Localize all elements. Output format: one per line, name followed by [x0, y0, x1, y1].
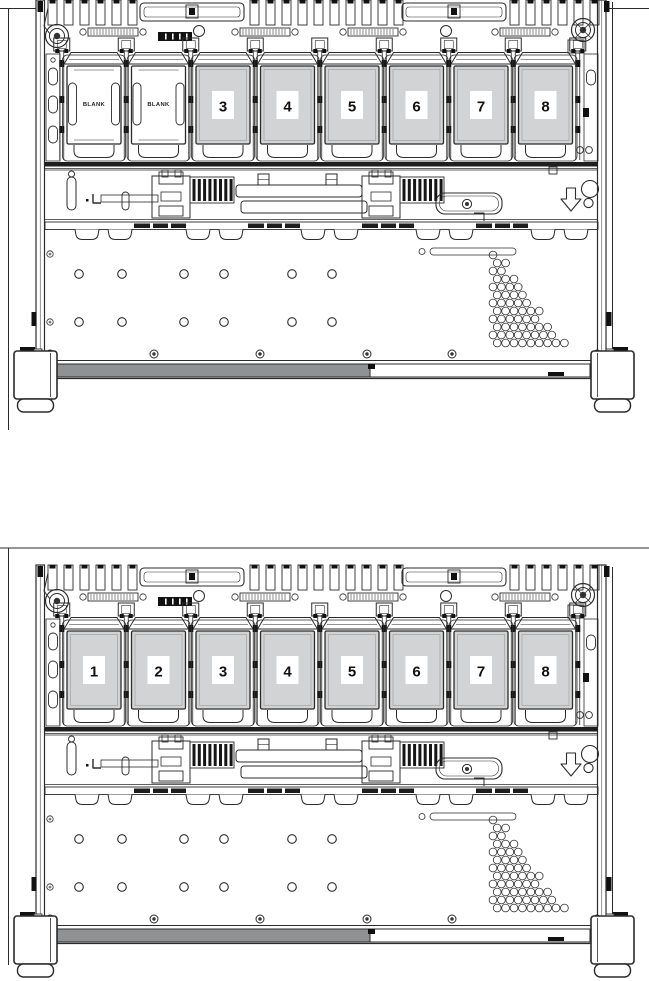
chassis-foot-right — [591, 912, 634, 977]
server-internal-top-view-1 — [0, 0, 649, 436]
fan-number-label: 1 — [89, 663, 99, 681]
fan-bay-5 — [321, 53, 384, 162]
fan-number-label: 8 — [541, 98, 550, 116]
fan-bay-7 — [450, 618, 513, 727]
fan-number-label: 3 — [218, 663, 228, 681]
fan-bay-3 — [192, 618, 255, 727]
down-arrow-icon — [561, 746, 599, 777]
fan-row-base-band — [45, 162, 598, 169]
scalloped-divider — [45, 222, 598, 255]
fan-bay-1 — [63, 618, 126, 727]
panel-screws — [46, 915, 601, 923]
fan-number-label: 8 — [541, 663, 550, 681]
chassis-art — [14, 565, 634, 977]
fan-bays — [63, 53, 578, 162]
fan-number-label: 3 — [218, 98, 228, 116]
figure-fan-diagram-partial — [0, 0, 649, 436]
fan-number-label: 6 — [412, 98, 421, 116]
bottom-edge-rail — [36, 926, 606, 944]
fan-number-label: 7 — [476, 663, 486, 681]
vent-honeycomb — [489, 251, 568, 347]
fan-bay-7 — [450, 53, 513, 162]
fan-number-label: 5 — [347, 98, 357, 116]
emi-strips — [80, 28, 558, 36]
emi-strips — [80, 593, 558, 601]
chassis-foot-left — [14, 912, 57, 977]
fan-number-label: 2 — [154, 663, 163, 681]
connector-block-dark — [158, 597, 192, 606]
fan-row-base-band — [45, 727, 598, 734]
dimm-slots — [48, 0, 599, 25]
fan-bay-4 — [256, 618, 319, 727]
figure-fan-diagram-full — [0, 545, 649, 981]
chassis-art — [14, 0, 634, 412]
fan-number-label: 4 — [283, 98, 292, 116]
bottom-panel — [47, 816, 337, 892]
blank-bay-blank — [63, 53, 126, 162]
fan-bay-6 — [385, 618, 448, 727]
panel-screws — [46, 350, 601, 358]
blank-bay-blank — [127, 53, 190, 162]
power-module — [436, 758, 502, 779]
fan-number-label: 4 — [283, 663, 292, 681]
power-module — [436, 193, 502, 214]
server-internal-top-view-2 — [0, 545, 649, 981]
fan-number-label: 6 — [412, 663, 421, 681]
chassis-foot-left — [14, 347, 57, 412]
fan-bay-2 — [127, 618, 190, 727]
fan-bay-3 — [192, 53, 255, 162]
fan-bay-6 — [385, 53, 448, 162]
fan-bay-8 — [514, 53, 577, 162]
vent-honeycomb — [489, 816, 568, 912]
fan-number-label: 7 — [476, 98, 486, 116]
midplane-components — [45, 732, 598, 786]
fan-bay-5 — [321, 618, 384, 727]
scalloped-divider — [45, 787, 598, 820]
blank-label: BLANK — [82, 102, 106, 108]
fan-bay-8 — [514, 618, 577, 727]
dimm-slots — [48, 565, 599, 590]
cage-left-bracket — [46, 54, 60, 161]
connector-block-dark — [158, 32, 192, 41]
blank-label: BLANK — [147, 102, 170, 108]
bottom-edge-rail — [36, 361, 606, 379]
fan-bay-4 — [256, 53, 319, 162]
bottom-panel — [47, 251, 337, 327]
midplane-components — [45, 167, 598, 221]
fan-number-label: 5 — [347, 663, 357, 681]
chassis-foot-right — [591, 347, 634, 412]
cage-left-bracket — [46, 619, 60, 726]
down-arrow-icon — [561, 181, 599, 212]
fan-bays — [63, 618, 578, 727]
